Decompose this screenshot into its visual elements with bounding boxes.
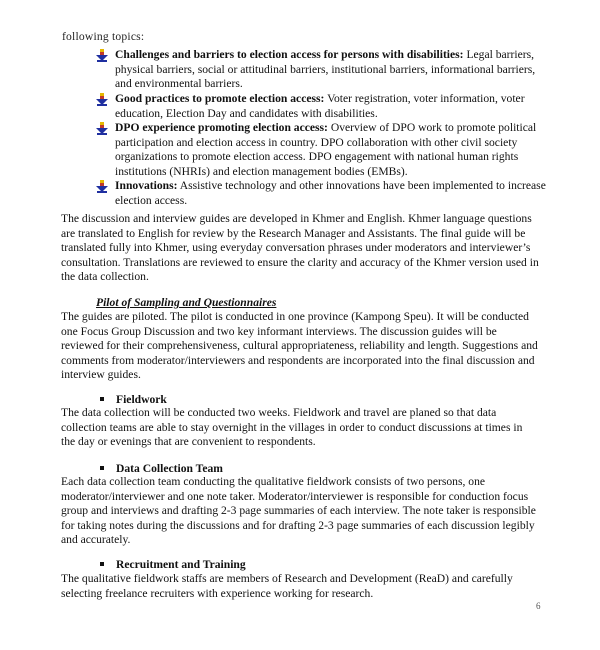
recruitment-paragraph: The qualitative fieldwork staffs are members of Research and Development (ReaD) and carefully selecting freelance recruiters with experience working for research.	[61, 572, 513, 600]
recruitment-heading-text: Recruitment and Training	[116, 558, 246, 571]
fieldwork-heading-text: Fieldwork	[116, 393, 167, 406]
square-bullet-icon	[100, 562, 104, 566]
square-bullet-icon	[100, 466, 104, 470]
topic-item	[96, 179, 546, 208]
topic-text: Assistive technology and other innovations have been implemented to increase election access.	[115, 179, 546, 207]
arrow-bullet-icon	[96, 180, 108, 193]
topic-title: Challenges and barriers to election access for persons with disabilities:	[115, 48, 464, 61]
team-heading-text: Data Collection Team	[116, 462, 223, 475]
topic-item	[96, 92, 546, 121]
topic-item	[96, 48, 546, 92]
topics-list	[96, 48, 546, 208]
topic-text: Legal barriers, physical barriers, social or attitudinal barriers, institutional barriers, informational barriers, and environmental barriers.	[115, 48, 536, 91]
pilot-heading: Pilot of Sampling and Questionnaires	[96, 296, 277, 309]
topic-title: DPO experience promoting election access:	[115, 121, 328, 134]
translation-paragraph: The discussion and interview guides are developed in Khmer and English. Khmer language questions are translated to English for review by the Research Manager and Assistants. The final guide will be translated fully into Khmer, using everyday conversation phrases under moderators and interviewer’s consultation. Translations are reviewed to ensure the clarity and accuracy of the Khmer version used in the data collection.	[61, 212, 539, 284]
arrow-bullet-icon	[96, 93, 108, 106]
topic-title: Good practices to promote election access:	[115, 92, 325, 105]
fieldwork-paragraph: The data collection will be conducted two weeks. Fieldwork and travel are planed so that data collection teams are able to stay overnight in the villages in order to conduct discussions at times in the day or evenings that are convenient to respondents.	[61, 406, 523, 449]
arrow-bullet-icon	[96, 122, 108, 135]
square-bullet-icon	[100, 397, 104, 401]
recruitment-heading	[100, 558, 246, 573]
topic-title: Innovations:	[115, 179, 178, 192]
page-number: 6	[536, 601, 541, 611]
topic-item	[96, 121, 546, 179]
topic-text: Overview of DPO work to promote political participation and election access in country. DPO collaboration with other civil society organizations to promote election access. DPO engagement with national human rights institutions (NHRIs) and election management bodies (EMBs).	[115, 121, 537, 178]
team-paragraph: Each data collection team conducting the qualitative fieldwork consists of two persons, one moderator/interviewer and one note taker. Moderator/interviewer is responsible for conduction focus group and interviews and drafting 2-3 page summaries of each interview. The note taker is responsible for taking notes during the discussions and for drafting 2-3 page summaries of each discussion legibly and accurately.	[61, 475, 536, 547]
cut-off-text-line: following topics:	[62, 30, 145, 43]
pilot-paragraph: The guides are piloted. The pilot is conducted in one province (Kampong Speu). It will be conducted one Focus Group Discussion and two key informant interviews. The discussion guides will be reviewed for their comprehensiveness, cultural appropriateness, reliability and length. Suggestions and comments from moderator/interviewers and respondents are incorporated into the final discussion and interview guides.	[61, 310, 538, 382]
arrow-bullet-icon	[96, 49, 108, 62]
topic-text: Voter registration, voter information, voter education, Election Day and candidates with disabilities.	[115, 92, 525, 120]
